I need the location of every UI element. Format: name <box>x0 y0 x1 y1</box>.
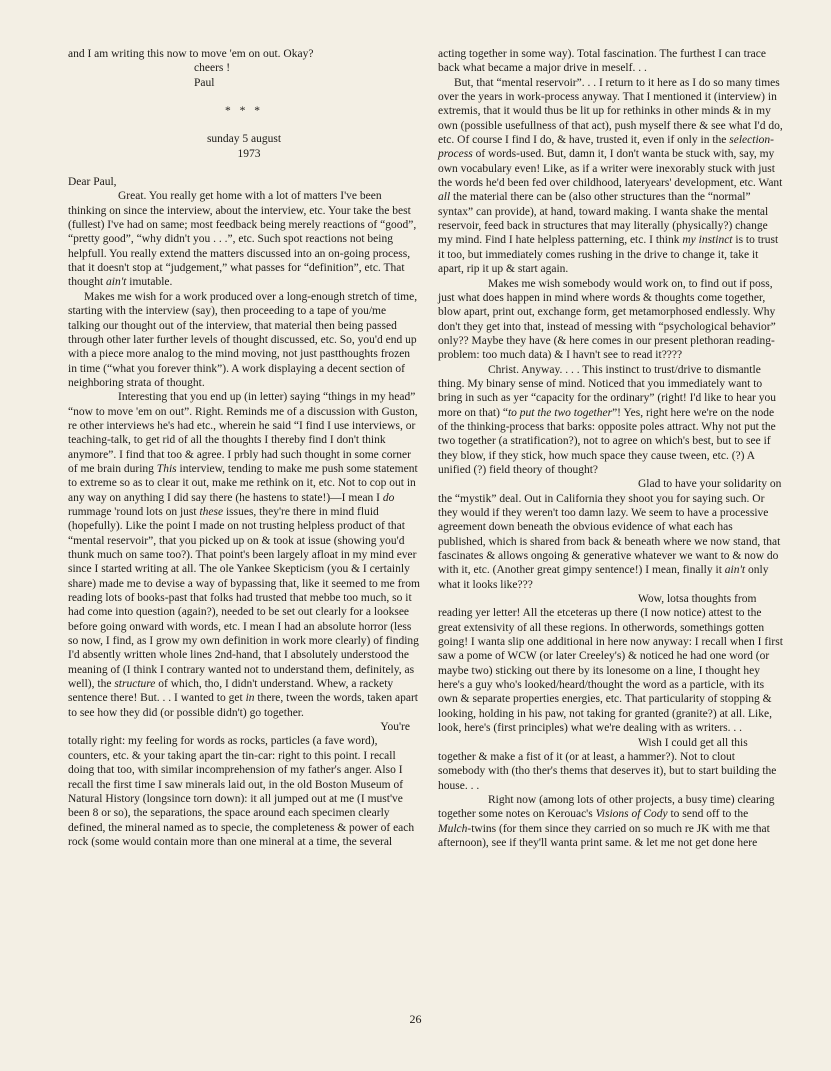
paragraph: totally right: my feeling for words as rocks, particles (a fave word), counters, etc. & your taking apart the tin-car: right to this point. I recall doing that too, with similar incomprehension of my father's anger. Also I recall the first time I saw minerals laid out, in the old Boston Museum of Natural History (longsince torn down): it all jumped out at me (I must've been 8 or so), the separations, the space around each specimen clearly defined, the mineral named as to specie, the completeness & power of each rock (some would contain more than one mineral at a time, the several <box>68 735 415 848</box>
paragraph: Great. You really get home with a lot of matters I've been thinking on since the interview, about the interview, etc. Your take the best (fullest) I've had on same; most feedback being merely reactions of “good”, “pretty good”, “why didn't you . . .”, etc. Such spot reactions not being helpfull. You really extend the matters discussed into an on-going process, that it doesn't stop at “judgement,” what passes for “definition”, etc. That thought ain't imutable. <box>68 190 417 289</box>
paragraph: acting together in some way). Total fascination. The furthest I can trace back what became a major drive in meself. . . <box>438 48 766 75</box>
signature: Paul <box>194 76 215 89</box>
section-separator: * * * <box>225 105 263 118</box>
salutation: Dear Paul, <box>68 176 117 189</box>
paragraph: But, that “mental reservoir”. . . I return to it here as I do so many times over the years in work-process anyway. That I mentioned it (interview) in extremis, that it would thus be lit up for rethinks in other minds & in my own (possible usefullness of that act), push myself there & see what I'd do, etc. Of course I find I do, & have, trusted it, even if only in the selection-process of words-used. But, damn it, I don't wanta be stuck with, say, my own vocabulary even! Like, as if a writer were inexorably stuck with just the words he'd been fed over childhood, lateryears' development, etc. Want all the material there can be (also other structures than the “normal” syntax” can provide), at hand, toward making. I wanta shake the mental reservoir, feed back in structures that may literally (physically?) change my mind. Find I hate helpless patterning, etc. I think my instinct is to trust it too, but immediately comes rushing in the drive to change it, take it apart, rip it up & start again. <box>438 76 783 276</box>
paragraph: Makes me wish for a work produced over a long-enough stretch of time, starting with the interview (say), then proceeding to a tape of you/me talking our thought out of the interview, that material then being passed through other later further levels of thought discussed, etc. So, you'd end up with a piece more analog to the mind moving, not just pastthoughts frozen in time (“what you forever think”). A work displaying a decent section of neighboring strata of thought. <box>68 290 418 389</box>
date-line: sunday 5 august <box>206 133 282 146</box>
paragraph: Wow, lotsa thoughts from reading yer letter! All the etceteras up there (I now notice) attest to the great extensivity of all these regions. In otherwords, somethings gotten going! I wanta slip one additional in here now anyway: I recall when I first saw a pome of WCW (or later Creeley's) & noticed he had one word (or maybe two) sticking out there by its lonesome on a line, I thought hey here's a guy who's looked/heard/thought the word as a particle, with its own & separate properties energies, etc. That particularity of stopping & looking, holding in his paw, not taking for granted (granite?) at all. Like, look, here's (first principles) what we're dealing with as writers. . . <box>438 593 783 735</box>
paragraph: Glad to have your solidarity on the “mystik” deal. Out in California they shoot you for saying such. Or they would if they weren't too damn lazy. We seem to have a processive agreement down beneath the obvious evidence of what each has published, which is shared from back & beneath where we now stand, that fascinates & allows ongoing & generative whatever we want to & now do with it, etc. (Another great gimpy sentence!) I mean, finally it ain't only what it looks like??? <box>438 478 782 591</box>
opening-line: and I am writing this now to move 'em on out. Okay? <box>68 48 314 60</box>
left-column <box>68 47 420 849</box>
page-number: 26 <box>409 1012 422 1026</box>
paragraph: Makes me wish somebody would work on, to find out if poss, just what does happen in mind where words & thoughts come together, blow apart, print out, exchange form, get metamorphosed endlessly. Why don't they get into that, instead of messing with “psychological behavior” only?? Maybe they have (& here comes in our present plethoran reading-problem: too much data) & I havn't see to read it???? <box>438 277 776 362</box>
date-year: 1973 <box>237 147 261 160</box>
paragraph: Right now (among lots of other projects, a busy time) clearing together some notes on Kerouac's Visions of Cody to send off to the Mulch-twins (for them since they carried on so much re JK with me that afternoon), see if they'll wanta print same. & let me not get done here <box>438 793 775 849</box>
closing: cheers ! <box>194 62 231 75</box>
paragraph: Christ. Anyway. . . . This instinct to trust/drive to dismantle thing. My binary sense of mind. Noticed that you immediately want to bring in such as yer “capacity for the ordinary” (right! I'd like to hear you more on that) “to put the two together”! Yes, right here we're on the node of the thinking-process that barks: opposite poles attract. Why not put the two together (a stratification?), not to agree on which's best, but to see if they blow, if they stick, how much space they cause tween, etc. (?) A unified (?) field theory of thought? <box>438 363 777 476</box>
paragraph-lead: You're <box>380 721 410 734</box>
paragraph: Wish I could get all this together & make a fist of it (or at least, a hammer?). Not to clout somebody with (tho ther's thems that deserves it), but to start building the house. . . <box>438 736 777 792</box>
paragraph: Interesting that you end up (in letter) saying “things in my head” “now to move 'em on out”. Right. Reminds me of a discussion with Guston, re other interviews he's had etc., wherein he said “I find I use interviews, or teaching-talk, to get rid of all the thoughts I thereby find I don't think anymore”. I find that too & agree. I prbly had such thought in some corner of me brain during This interview, tending to make me push some statement to extreme so as to clear it out, make me rethink on it, etc. Not to cop out in any way on anything I did say there (he hastens to state!)—I mean I do rummage 'round lots on just these issues, they're there in mind fluid (hopefully). Like the point I made on not trusting helpless product of that “mental reservoir”, that you picked up on & took at issue (showing you'd thunk much on same too?). That point's been largely afloat in my mind ever since I started writing at all. The ole Yankee Skepticism (you & I certainly share) made me to devise a way of bypassing that, like it seemed to me from reading lots of books-past that folks had trusted that mebbe too much, so it had come into question (again?), needed to be set out clearly for a looksee before going onward with words, etc. I mean I had an absolute horror (less so now, I find, as I grow my own definition in work more clearly) of finding I'd absently written whole lines 2nd-hand, that I absolutely understood the meaning of (I think I contrary wanted not to understand them, definitely, as well), the structure of which, tho, I didn't understand. Whew, a rackety sentence there! But. . . I wanted to get in there, tween the words, taken apart to see how they did (or possible didn't) go together. <box>68 391 420 719</box>
right-column <box>438 47 783 850</box>
